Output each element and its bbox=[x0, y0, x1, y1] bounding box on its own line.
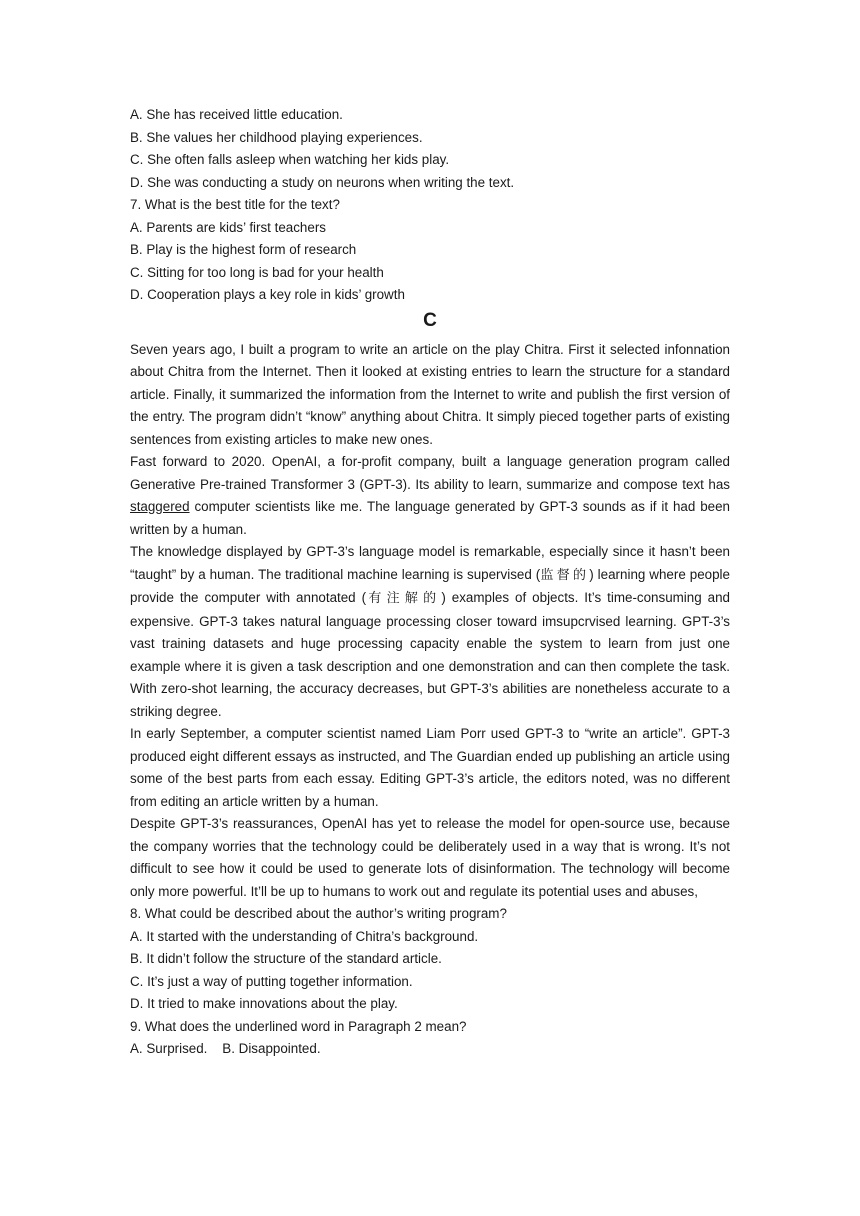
q6-option-c: C. She often falls asleep when watching her kids play. bbox=[130, 152, 450, 167]
underlined-word: staggered bbox=[130, 499, 190, 514]
q7-option-b: B. Play is the highest form of research bbox=[130, 242, 357, 257]
passage-paragraph-4: In early September, a computer scientist named Liam Porr used GPT-3 to “write an article”. GPT-3 produced eight different essays as instructed, and The Guardian ended up publishing an article using some of the best parts from each essay. Editing GPT-3’s article, the editors noted, was no different from editing an article written by a human. bbox=[130, 726, 730, 809]
paragraph-2-text-before: Fast forward to 2020. OpenAI, a for-profit company, built a language generation program called Generative Pre-trained Transformer 3 (GPT-3). Its ability to learn, summarize and compose text has bbox=[130, 454, 730, 492]
q6-option-b: B. She values her childhood playing experiences. bbox=[130, 129, 423, 145]
q6-option-d: D. She was conducting a study on neurons when writing the text. bbox=[130, 174, 515, 190]
q6-option-a: A. She has received little education. bbox=[130, 107, 343, 122]
q8-option-c: C. It’s just a way of putting together information. bbox=[130, 973, 413, 989]
q8-option-a: A. It started with the understanding of Chitra’s background. bbox=[130, 928, 479, 944]
document-page bbox=[130, 104, 730, 1061]
passage-paragraph-5: Despite GPT-3’s reassurances, OpenAI has yet to release the model for open-source use, because the company worries that the technology could be deliberately used in a way that is wrong. It’s not difficult to see how it could be used to generate lots of disinformation. The technology will become only more powerful. It’ll be up to humans to work out and regulate its potential uses and abuses, bbox=[130, 816, 730, 899]
paragraph-3-text-b: ) learning where people provide the computer with annotated ( bbox=[130, 566, 730, 605]
chinese-gloss-annotated: 有注解的 bbox=[366, 591, 442, 606]
q9-options: A. Surprised. B. Disappointed. bbox=[130, 1041, 321, 1056]
q7-option-d: D. Cooperation plays a key role in kids’ growth bbox=[130, 287, 405, 302]
q8-option-b: B. It didn’t follow the structure of the standard article. bbox=[130, 951, 442, 966]
passage-paragraph-3 bbox=[130, 541, 730, 723]
chinese-gloss-supervised: 监督的 bbox=[540, 567, 590, 583]
passage-paragraph-2 bbox=[130, 451, 730, 541]
passage-paragraph-1: Seven years ago, I built a program to write an article on the play Chitra. First it selected infonnation about Chitra from the Internet. Then it looked at existing entries to learn the structure for a standard article. Finally, it summarized the information from the Internet to write and publish the first version of the entry. The program didn’t “know” anything about Chitra. It simply pieced together parts of existing sentences from existing articles to make new ones. bbox=[130, 341, 730, 447]
q7-option-a: A. Parents are kids’ first teachers bbox=[130, 219, 326, 235]
q7-question: 7. What is the best title for the text? bbox=[130, 197, 340, 212]
paragraph-3-text-c: ) examples of objects. It’s time-consuming and expensive. GPT-3 takes natural language processing closer toward imsupcrvised learning. GPT-3’s vast training datasets and huge processing capacity enable the system to learn from just one example where it is given a task description and one demonstration and can then complete the task. With zero-shot learning, the accuracy decreases, but GPT-3’s abilities are nonetheless accurate to a striking degree. bbox=[130, 590, 730, 719]
q8-question: 8. What could be described about the author’s writing program? bbox=[130, 906, 507, 921]
q8-option-d: D. It tried to make innovations about the play. bbox=[130, 996, 398, 1011]
paragraph-2-text-after: computer scientists like me. The language generated by GPT-3 sounds as if it had been written by a human. bbox=[130, 499, 730, 537]
paragraph-3-text-a: The knowledge displayed by GPT-3’s language model is remarkable, especially since it hasn’t been “taught” by a human. The traditional machine learning is supervised ( bbox=[130, 544, 730, 582]
q9-question: 9. What does the underlined word in Paragraph 2 mean? bbox=[130, 1018, 467, 1034]
section-heading-c: C bbox=[423, 309, 437, 331]
q7-option-c: C. Sitting for too long is bad for your health bbox=[130, 264, 384, 280]
